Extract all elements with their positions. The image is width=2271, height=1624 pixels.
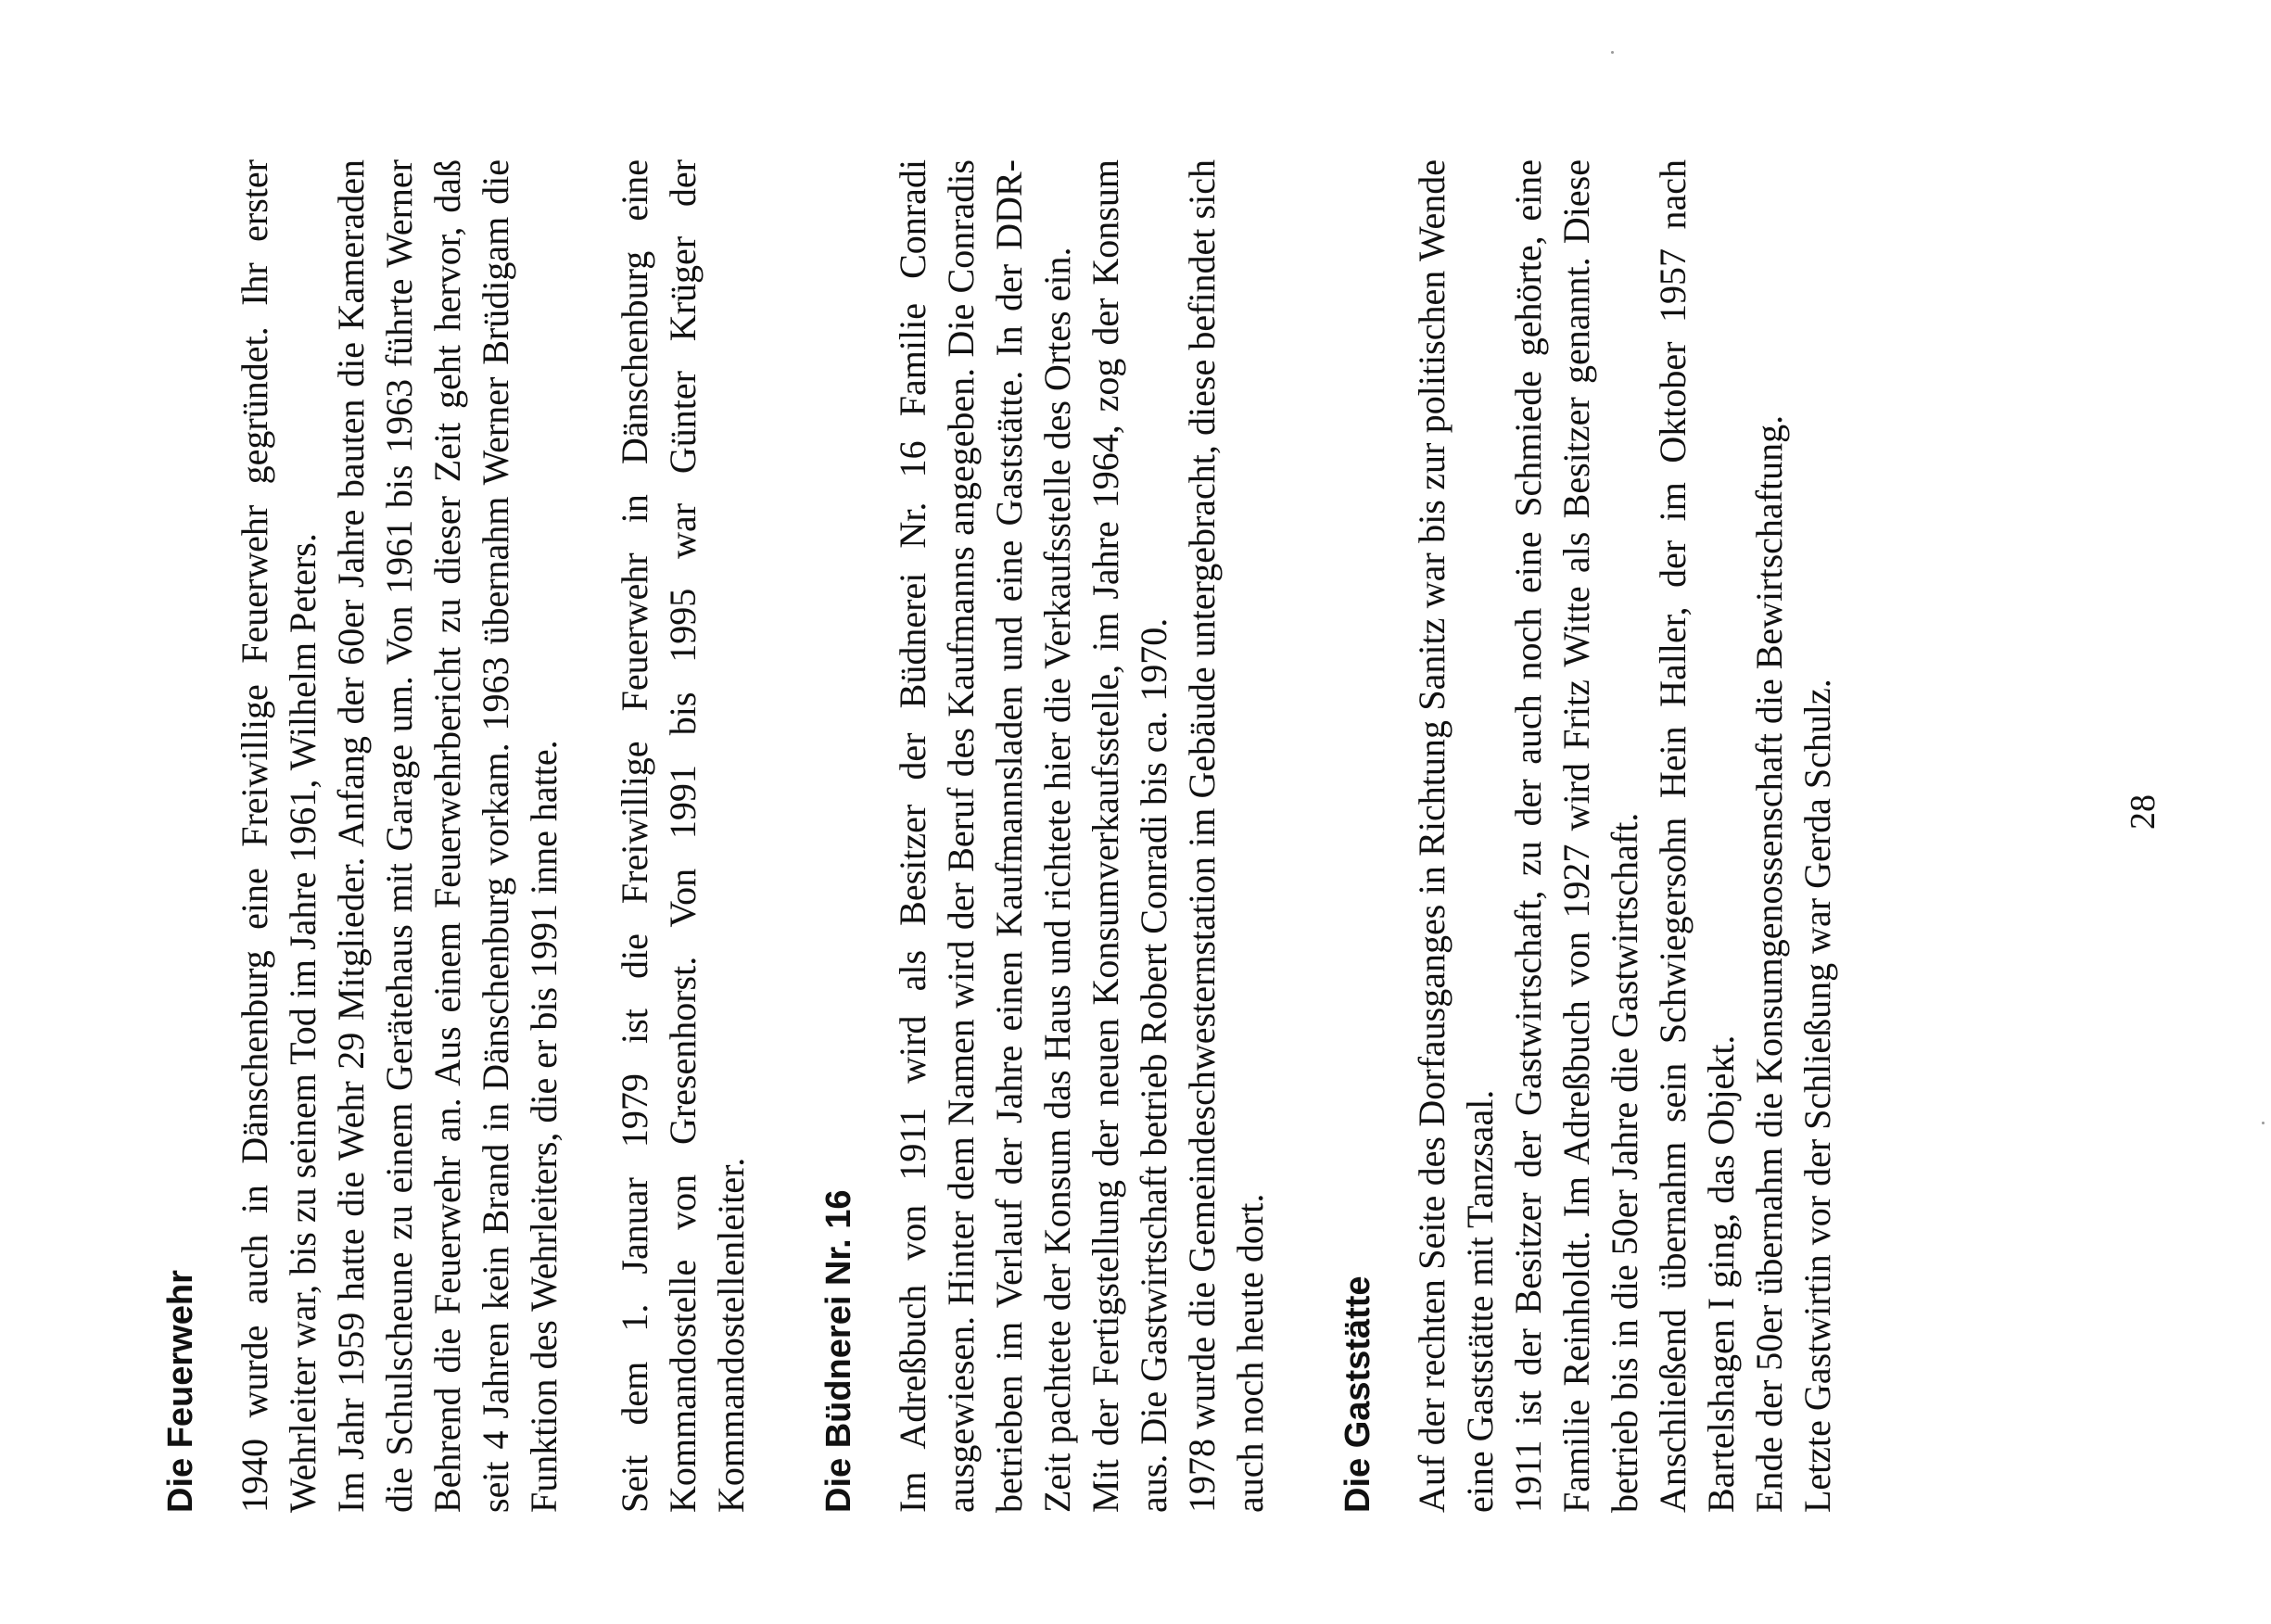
scan-speck	[2262, 1122, 2265, 1124]
section-heading: Die Feuerwehr	[161, 1270, 200, 1513]
paragraph: Anschließend übernahm sein Schwiegersohn Hein Haller, der im Oktober 1957 nach Bartelshagen I ging, das Objekt.	[1652, 159, 1742, 1513]
scan-speck	[1611, 51, 1614, 54]
paragraph: 1978 wurde die Gemeindeschwesternstation im Gebäude untergebracht, diese befindet sich auch noch heute dort.	[1181, 159, 1271, 1513]
section-buednerei	[820, 159, 1275, 1513]
paragraph-gap	[568, 159, 611, 1513]
paragraph: Im Jahr 1959 hatte die Wehr 29 Mitglieder. Anfang der 60er Jahre bauten die Kameraden die Schulscheune zu einem Gerätehaus mit Garage um. Von 1961 bis 1963 führte Werner Behrend die Feuerwehr an. Aus einem Feuerwehrbericht zu dieser Zeit geht hervor, daß seit 4 Jahren kein Brand in Dänschenburg vorkam. 1963 übernahm Werner Brüdigam die Funktion des Wehrleiters, die er bis 1991 inne hatte.	[330, 159, 565, 1513]
section-gap	[755, 159, 820, 1513]
section-gap	[1275, 159, 1339, 1513]
paragraph: Letzte Gastwirtin vor der Schließung war Gerda Schulz.	[1796, 679, 1838, 1513]
section-feuerwehr	[162, 159, 755, 1513]
page-content	[162, 159, 1842, 1513]
section-heading: Die Büdnerei Nr. 16	[819, 1189, 858, 1513]
page-number: 28	[2124, 794, 2163, 830]
paragraph: 1911 ist der Besitzer der Gastwirtschaft, zu der auch noch eine Schmiede gehörte, eine Familie Reinholdt. Im Adreßbuch von 1927 wird Fritz Witte als Besitzer genannt. Diese betrieb bis in die 50er Jahre die Gastwirtschaft.	[1507, 159, 1645, 1513]
paragraph: Auf der rechten Seite des Dorfausganges in Richtung Sanitz war bis zur politischen Wende eine Gaststätte mit Tanzsaal.	[1411, 159, 1501, 1513]
paragraph: Seit dem 1. Januar 1979 ist die Freiwillige Feuerwehr in Dänschenburg eine Kommandostelle von Gresenhorst. Von 1991 bis 1995 war Günter Krüger der Kommandostellenleiter.	[614, 159, 752, 1513]
paragraph: Im Adreßbuch von 1911 wird als Besitzer der Büdnerei Nr. 16 Familie Conradi ausgewiesen. Hinter dem Namen wird der Beruf des Kaufmanns angegeben. Die Conradis betrieben im Verlauf der Jahre einen Kaufmannsladen und eine Gaststätte. In der DDR-Zeit pachtete der Konsum das Haus und richtete hier die Verkaufsstelle des Ortes ein.	[892, 159, 1078, 1513]
paragraph: Ende der 50er übernahm die Konsumgenossenschaft die Bewirtschaftung.	[1748, 414, 1790, 1513]
paragraph: Mit der Fertigstellung der neuen Konsumverkaufsstelle, im Jahre 1964, zog der Konsum aus. Die Gastwirtschaft betrieb Robert Conradi bis ca. 1970.	[1085, 159, 1174, 1513]
paragraph: 1940 wurde auch in Dänschenburg eine Freiwillige Feuerwehr gegründet. Ihr erster Wehrleiter war, bis zu seinem Tod im Jahre 1961, Wilhelm Peters.	[234, 159, 324, 1513]
section-heading: Die Gaststätte	[1338, 1275, 1377, 1513]
section-gaststaette	[1339, 159, 1842, 1513]
